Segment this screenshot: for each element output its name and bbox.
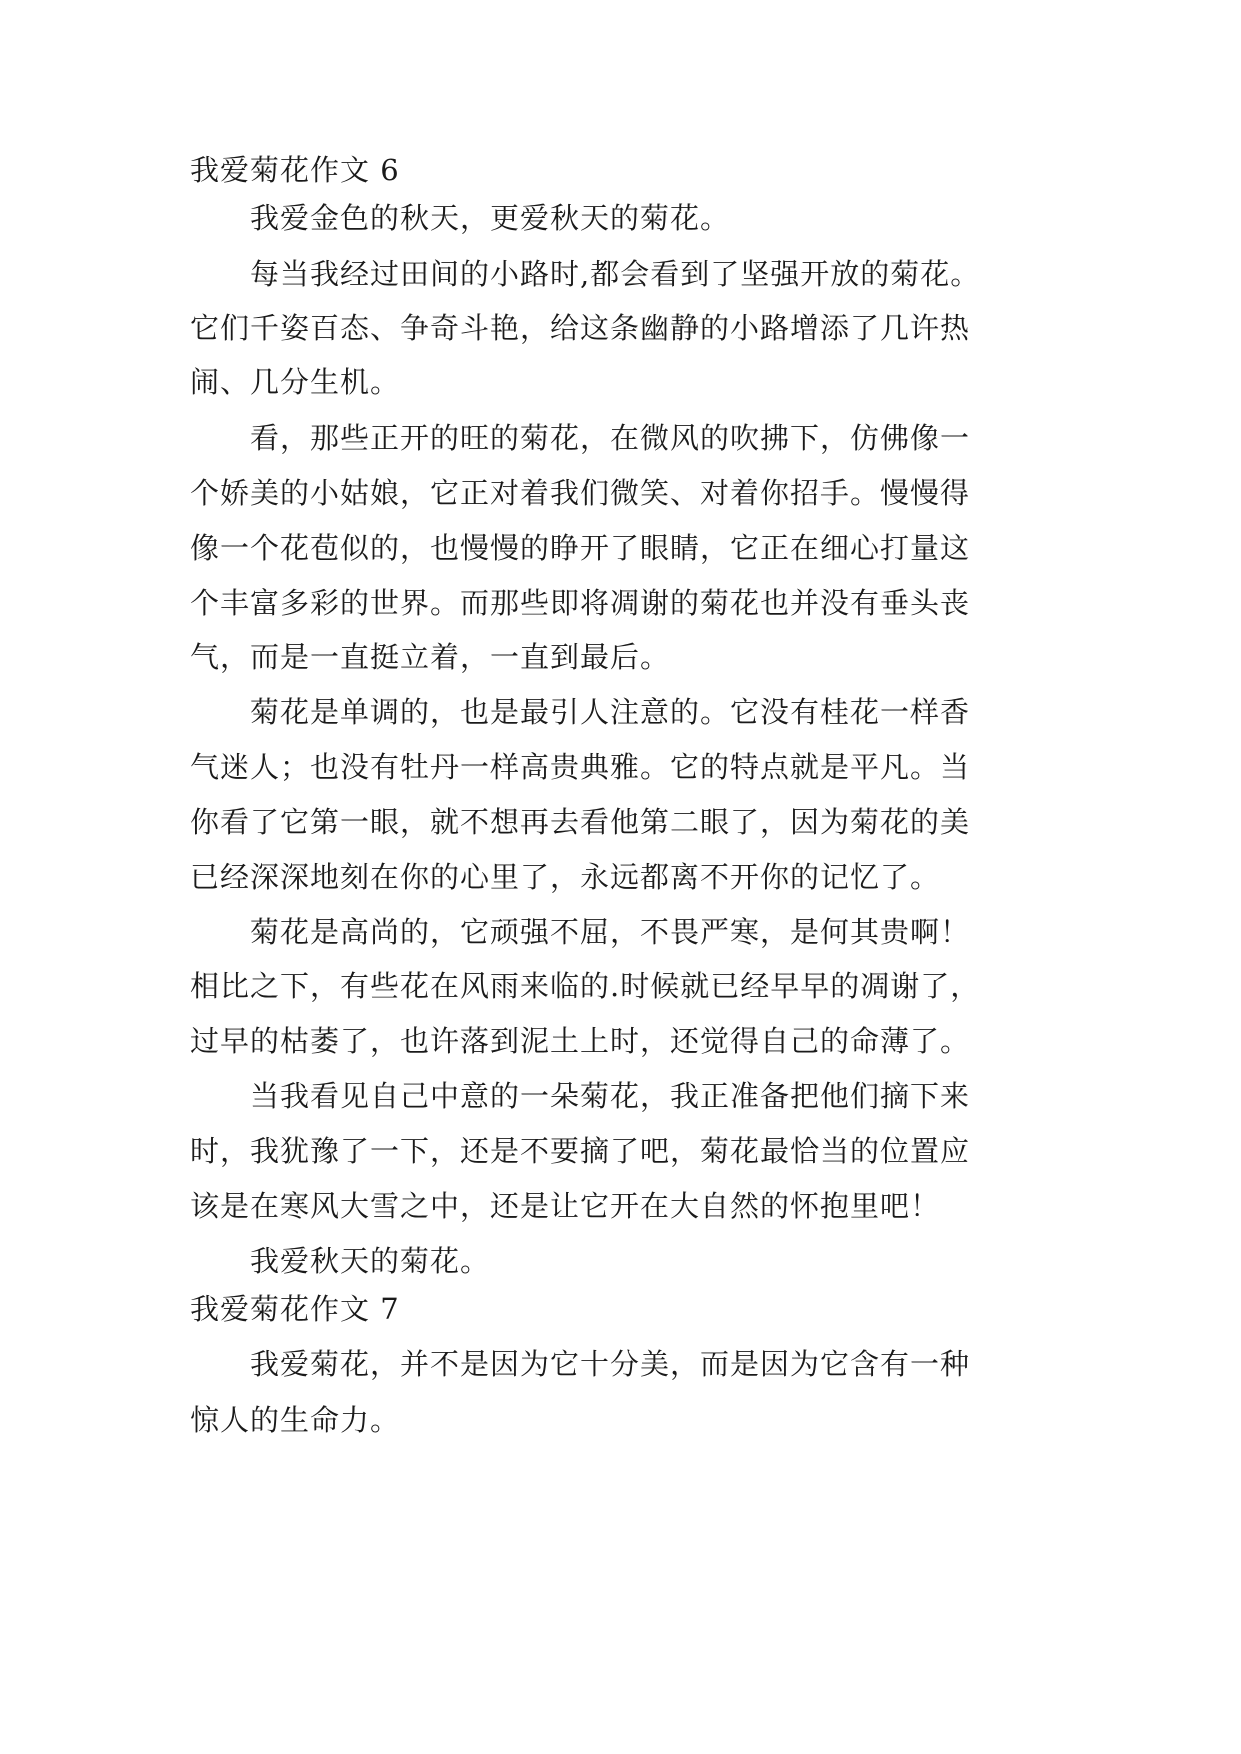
paragraph-line: 菊花是高尚的，它顽强不屈，不畏严寒，是何其贵啊！ <box>250 915 971 949</box>
paragraph-line: 我爱秋天的菊花。 <box>250 1244 491 1278</box>
paragraph-line: 过早的枯萎了，也许落到泥土上时，还觉得自己的命薄了。 <box>190 1024 971 1058</box>
paragraph-line: 每当我经过田间的小路时,都会看到了坚强开放的菊花。 <box>250 257 981 291</box>
paragraph-line: 该是在寒风大雪之中，还是让它开在大自然的怀抱里吧！ <box>190 1189 941 1223</box>
paragraph-line: 我爱金色的秋天，更爱秋天的菊花。 <box>250 201 731 235</box>
paragraph-line: 个娇美的小姑娘，它正对着我们微笑、对着你招手。慢慢得 <box>190 476 971 510</box>
paragraph-line: 我爱菊花，并不是因为它十分美，而是因为它含有一种 <box>250 1347 971 1381</box>
paragraph-line: 气，而是一直挺立着，一直到最后。 <box>190 640 671 674</box>
paragraph-line: 你看了它第一眼，就不想再去看他第二眼了，因为菊花的美 <box>190 805 971 839</box>
paragraph-line: 当我看见自己中意的一朵菊花，我正准备把他们摘下来 <box>250 1079 971 1113</box>
paragraph-line: 已经深深地刻在你的心里了，永远都离不开你的记忆了。 <box>190 860 941 894</box>
paragraph-line: 像一个花苞似的，也慢慢的睁开了眼睛，它正在细心打量这 <box>190 531 971 565</box>
paragraph-line: 时，我犹豫了一下，还是不要摘了吧，菊花最恰当的位置应 <box>190 1134 971 1168</box>
paragraph-line: 看，那些正开的旺的菊花，在微风的吹拂下，仿佛像一 <box>250 421 971 455</box>
paragraph-line: 闹、几分生机。 <box>190 365 401 399</box>
paragraph-line: 惊人的生命力。 <box>190 1403 401 1437</box>
paragraph-line: 相比之下，有些花在风雨来临的.时候就已经早早的凋谢了， <box>190 969 981 1003</box>
paragraph-line: 气迷人；也没有牡丹一样高贵典雅。它的特点就是平凡。当 <box>190 750 971 784</box>
paragraph-line: 它们千姿百态、争奇斗艳，给这条幽静的小路增添了几许热 <box>190 311 971 345</box>
paragraph-line: 菊花是单调的，也是最引人注意的。它没有桂花一样香 <box>250 695 971 729</box>
section-title: 我爱菊花作文 7 <box>190 1292 400 1326</box>
paragraph-line: 个丰富多彩的世界。而那些即将凋谢的菊花也并没有垂头丧 <box>190 586 971 620</box>
section-title: 我爱菊花作文 6 <box>190 153 400 187</box>
